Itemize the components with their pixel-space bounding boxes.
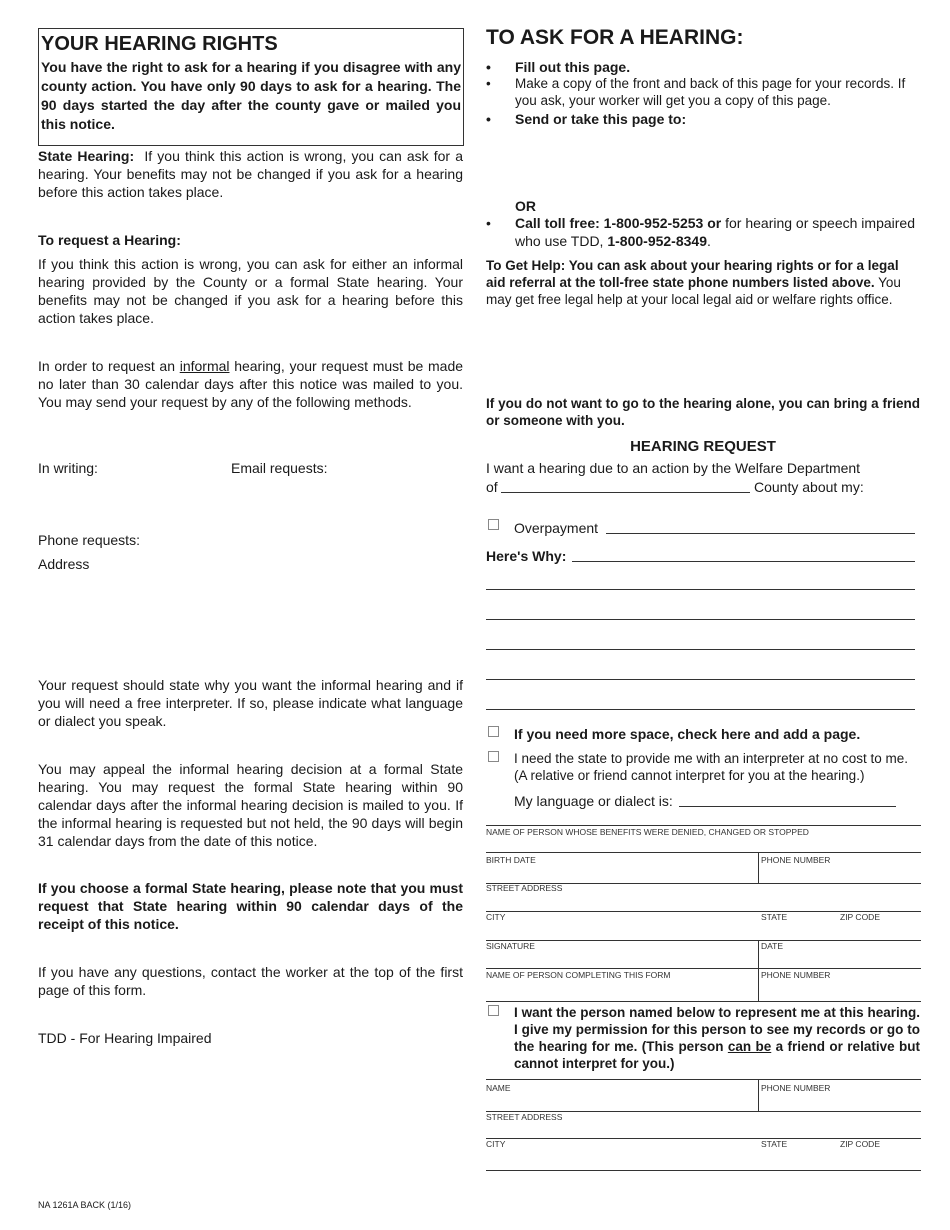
or-label: OR xyxy=(515,198,536,214)
field-divider xyxy=(486,1001,921,1002)
informal-word: informal xyxy=(179,358,230,374)
bullet-send-take xyxy=(486,110,920,128)
reason-line[interactable] xyxy=(486,679,915,680)
rep-zip-code-label: ZIP CODE xyxy=(840,1139,880,1149)
zip-code-label: ZIP CODE xyxy=(840,912,880,922)
county-about-label: County about my: xyxy=(754,479,864,495)
rep-state-label: STATE xyxy=(761,1139,788,1149)
state-label: STATE xyxy=(761,912,788,922)
get-help-paragraph xyxy=(486,257,920,308)
state-hearing-label: State Hearing: xyxy=(38,148,135,164)
overpayment-checkbox[interactable] xyxy=(488,519,499,530)
get-help-bold: To Get Help: You can ask about your hearing rights or for a legal aid referral at the toll-free state phone numbers listed above. xyxy=(486,258,899,290)
bullet-send-take-text: Send or take this page to: xyxy=(515,111,687,127)
bullet-dot: • xyxy=(486,59,491,75)
want-hearing-text: I want a hearing due to an action by the Welfare Department xyxy=(486,460,861,476)
bullet-make-copy xyxy=(486,75,911,109)
field-divider xyxy=(486,825,921,826)
city-label: CITY xyxy=(486,912,506,922)
hearing-request-title: HEARING REQUEST xyxy=(630,438,776,455)
name-denied-label: NAME OF PERSON WHOSE BENEFITS WERE DENIED, CHANGED OR STOPPED xyxy=(486,827,809,837)
overpayment-label: Overpayment xyxy=(514,520,599,536)
call-toll-free-text: for hearing or speech impaired who use TDD, xyxy=(515,215,915,249)
hearing-rights-text: You have the right to ask for a hearing if you disagree with any county action. You have only 90 days to ask for a hearing. The 90 days started the day after the county gave or mailed you this notice. xyxy=(41,59,461,132)
representative-checkbox[interactable] xyxy=(488,1005,499,1016)
bullet-fill-out-text: Fill out this page. xyxy=(515,59,631,75)
name-completing-label: NAME OF PERSON COMPLETING THIS FORM xyxy=(486,970,671,980)
in-writing-label: In writing: xyxy=(38,460,98,476)
field-divider xyxy=(486,940,921,941)
street-address-label: STREET ADDRESS xyxy=(486,883,563,893)
request-hearing-text: If you think this action is wrong, you can ask for either an informal hearing provided by the County or a formal State hearing. Your benefits may not be changed if you ask for a hearing before this action takes place. xyxy=(38,256,463,326)
informal-hearing-paragraph xyxy=(38,357,463,411)
field-divider-vertical xyxy=(758,968,759,1001)
field-divider-vertical xyxy=(758,852,759,883)
language-input-line[interactable] xyxy=(679,806,896,807)
ask-hearing-title: TO ASK FOR A HEARING: xyxy=(486,26,744,49)
request-hearing-heading: To request a Hearing: xyxy=(38,232,181,248)
get-help-text: You may get free legal help at your local legal aid or welfare rights office. xyxy=(486,275,901,307)
reason-line[interactable] xyxy=(486,619,915,620)
field-divider xyxy=(486,968,921,969)
state-hearing-text: If you think this action is wrong, you can ask for a hearing. Your benefits may not be changed if you ask for a hearing before this action takes place. xyxy=(38,148,463,200)
field-divider-vertical xyxy=(758,940,759,968)
rep-street-address-label: STREET ADDRESS xyxy=(486,1112,563,1122)
tdd-label: TDD - For Hearing Impaired xyxy=(38,1030,212,1046)
rep-city-label: CITY xyxy=(486,1139,506,1149)
overpayment-input-line[interactable] xyxy=(606,533,915,534)
bullet-dot: • xyxy=(486,215,491,231)
field-divider-vertical xyxy=(758,1079,759,1111)
represent-can-be: can be xyxy=(727,1039,772,1054)
state-hearing-paragraph xyxy=(38,147,463,201)
formal-hearing-note: If you choose a formal State hearing, please note that you must request that State hearing within 90 calendar days of the receipt of this notice. xyxy=(38,880,463,932)
informal-pre: In order to request an xyxy=(38,358,176,374)
bring-friend-text: If you do not want to go to the hearing alone, you can bring a friend or someone with you. xyxy=(486,396,920,428)
bullet-dot: • xyxy=(486,111,491,127)
questions-text: If you have any questions, contact the worker at the top of the first page of this form. xyxy=(38,964,463,998)
more-space-checkbox[interactable] xyxy=(488,726,499,737)
form-code: NA 1261A BACK (1/16) xyxy=(38,1200,132,1210)
field-divider xyxy=(486,1079,921,1080)
reason-line[interactable] xyxy=(486,709,915,710)
county-input-line[interactable] xyxy=(501,492,750,493)
phone-requests-label: Phone requests: xyxy=(38,532,140,548)
address-label: Address xyxy=(38,556,90,572)
bullet-make-copy-text: Make a copy of the front and back of this page for your records. If you ask, your worker will get you a copy of this page. xyxy=(515,76,906,108)
signature-label: SIGNATURE xyxy=(486,941,535,951)
more-space-label: If you need more space, check here and add a page. xyxy=(514,726,861,742)
reason-line[interactable] xyxy=(486,649,915,650)
phone-number-label: PHONE NUMBER xyxy=(761,855,831,865)
rep-name-label: NAME xyxy=(486,1083,511,1093)
hearing-rights-box xyxy=(38,28,464,146)
field-divider xyxy=(486,852,921,853)
informal-post: hearing, your request must be made no later than 30 calendar days after this notice was mailed to you. You may send your request by any of the following methods. xyxy=(38,358,464,410)
language-label: My language or dialect is: xyxy=(514,793,673,809)
phone-number-label: PHONE NUMBER xyxy=(761,970,831,980)
heres-why-label: Here's Why: xyxy=(486,548,567,564)
call-toll-free-label: Call toll free: 1-800-952-5253 or xyxy=(515,215,722,231)
rep-phone-number-label: PHONE NUMBER xyxy=(761,1083,831,1093)
field-divider xyxy=(486,1170,921,1171)
representative-text xyxy=(514,1004,920,1072)
bullet-call-toll-free: • Call toll free: 1-800-952-5253 or for hearing or speech impaired who use TDD, 1-800-952-8349. xyxy=(486,215,915,249)
state-why-text: Your request should state why you want the informal hearing and if you will need a free interpreter. If so, please indicate what language or dialect you speak. xyxy=(38,677,463,729)
birth-date-label: BIRTH DATE xyxy=(486,855,536,865)
appeal-text: You may appeal the informal hearing decision at a formal State hearing. You may request the formal State hearing within 90 calendar days after the informal hearing decision is mailed to you. If the informal hearing is requested but not held, the 90 days will begin 31 calendar days from the date of this notice. xyxy=(38,761,463,849)
reason-line[interactable] xyxy=(486,589,915,590)
interpreter-checkbox[interactable] xyxy=(488,751,499,762)
of-label: of xyxy=(486,479,498,495)
hearing-rights-title: YOUR HEARING RIGHTS xyxy=(41,33,278,55)
tdd-number: 1-800-952-8349 xyxy=(607,233,707,249)
bullet-dot: • xyxy=(486,76,491,91)
represent-text: I want the person named below to represent me at this hearing. I give my permission for this person to see my records or go to the hearing for me. (This person xyxy=(514,1005,920,1054)
heres-why-input-line[interactable] xyxy=(572,561,915,562)
date-label: DATE xyxy=(761,941,784,951)
bullet-fill-out xyxy=(486,58,920,76)
interpreter-label: I need the state to provide me with an interpreter at no cost to me. xyxy=(514,751,908,766)
email-requests-label: Email requests: xyxy=(231,460,328,476)
represent-end: a friend or relative but cannot interpret for you.) xyxy=(514,1039,920,1071)
interpreter-note: (A relative or friend cannot interpret for you at the hearing.) xyxy=(514,768,865,783)
